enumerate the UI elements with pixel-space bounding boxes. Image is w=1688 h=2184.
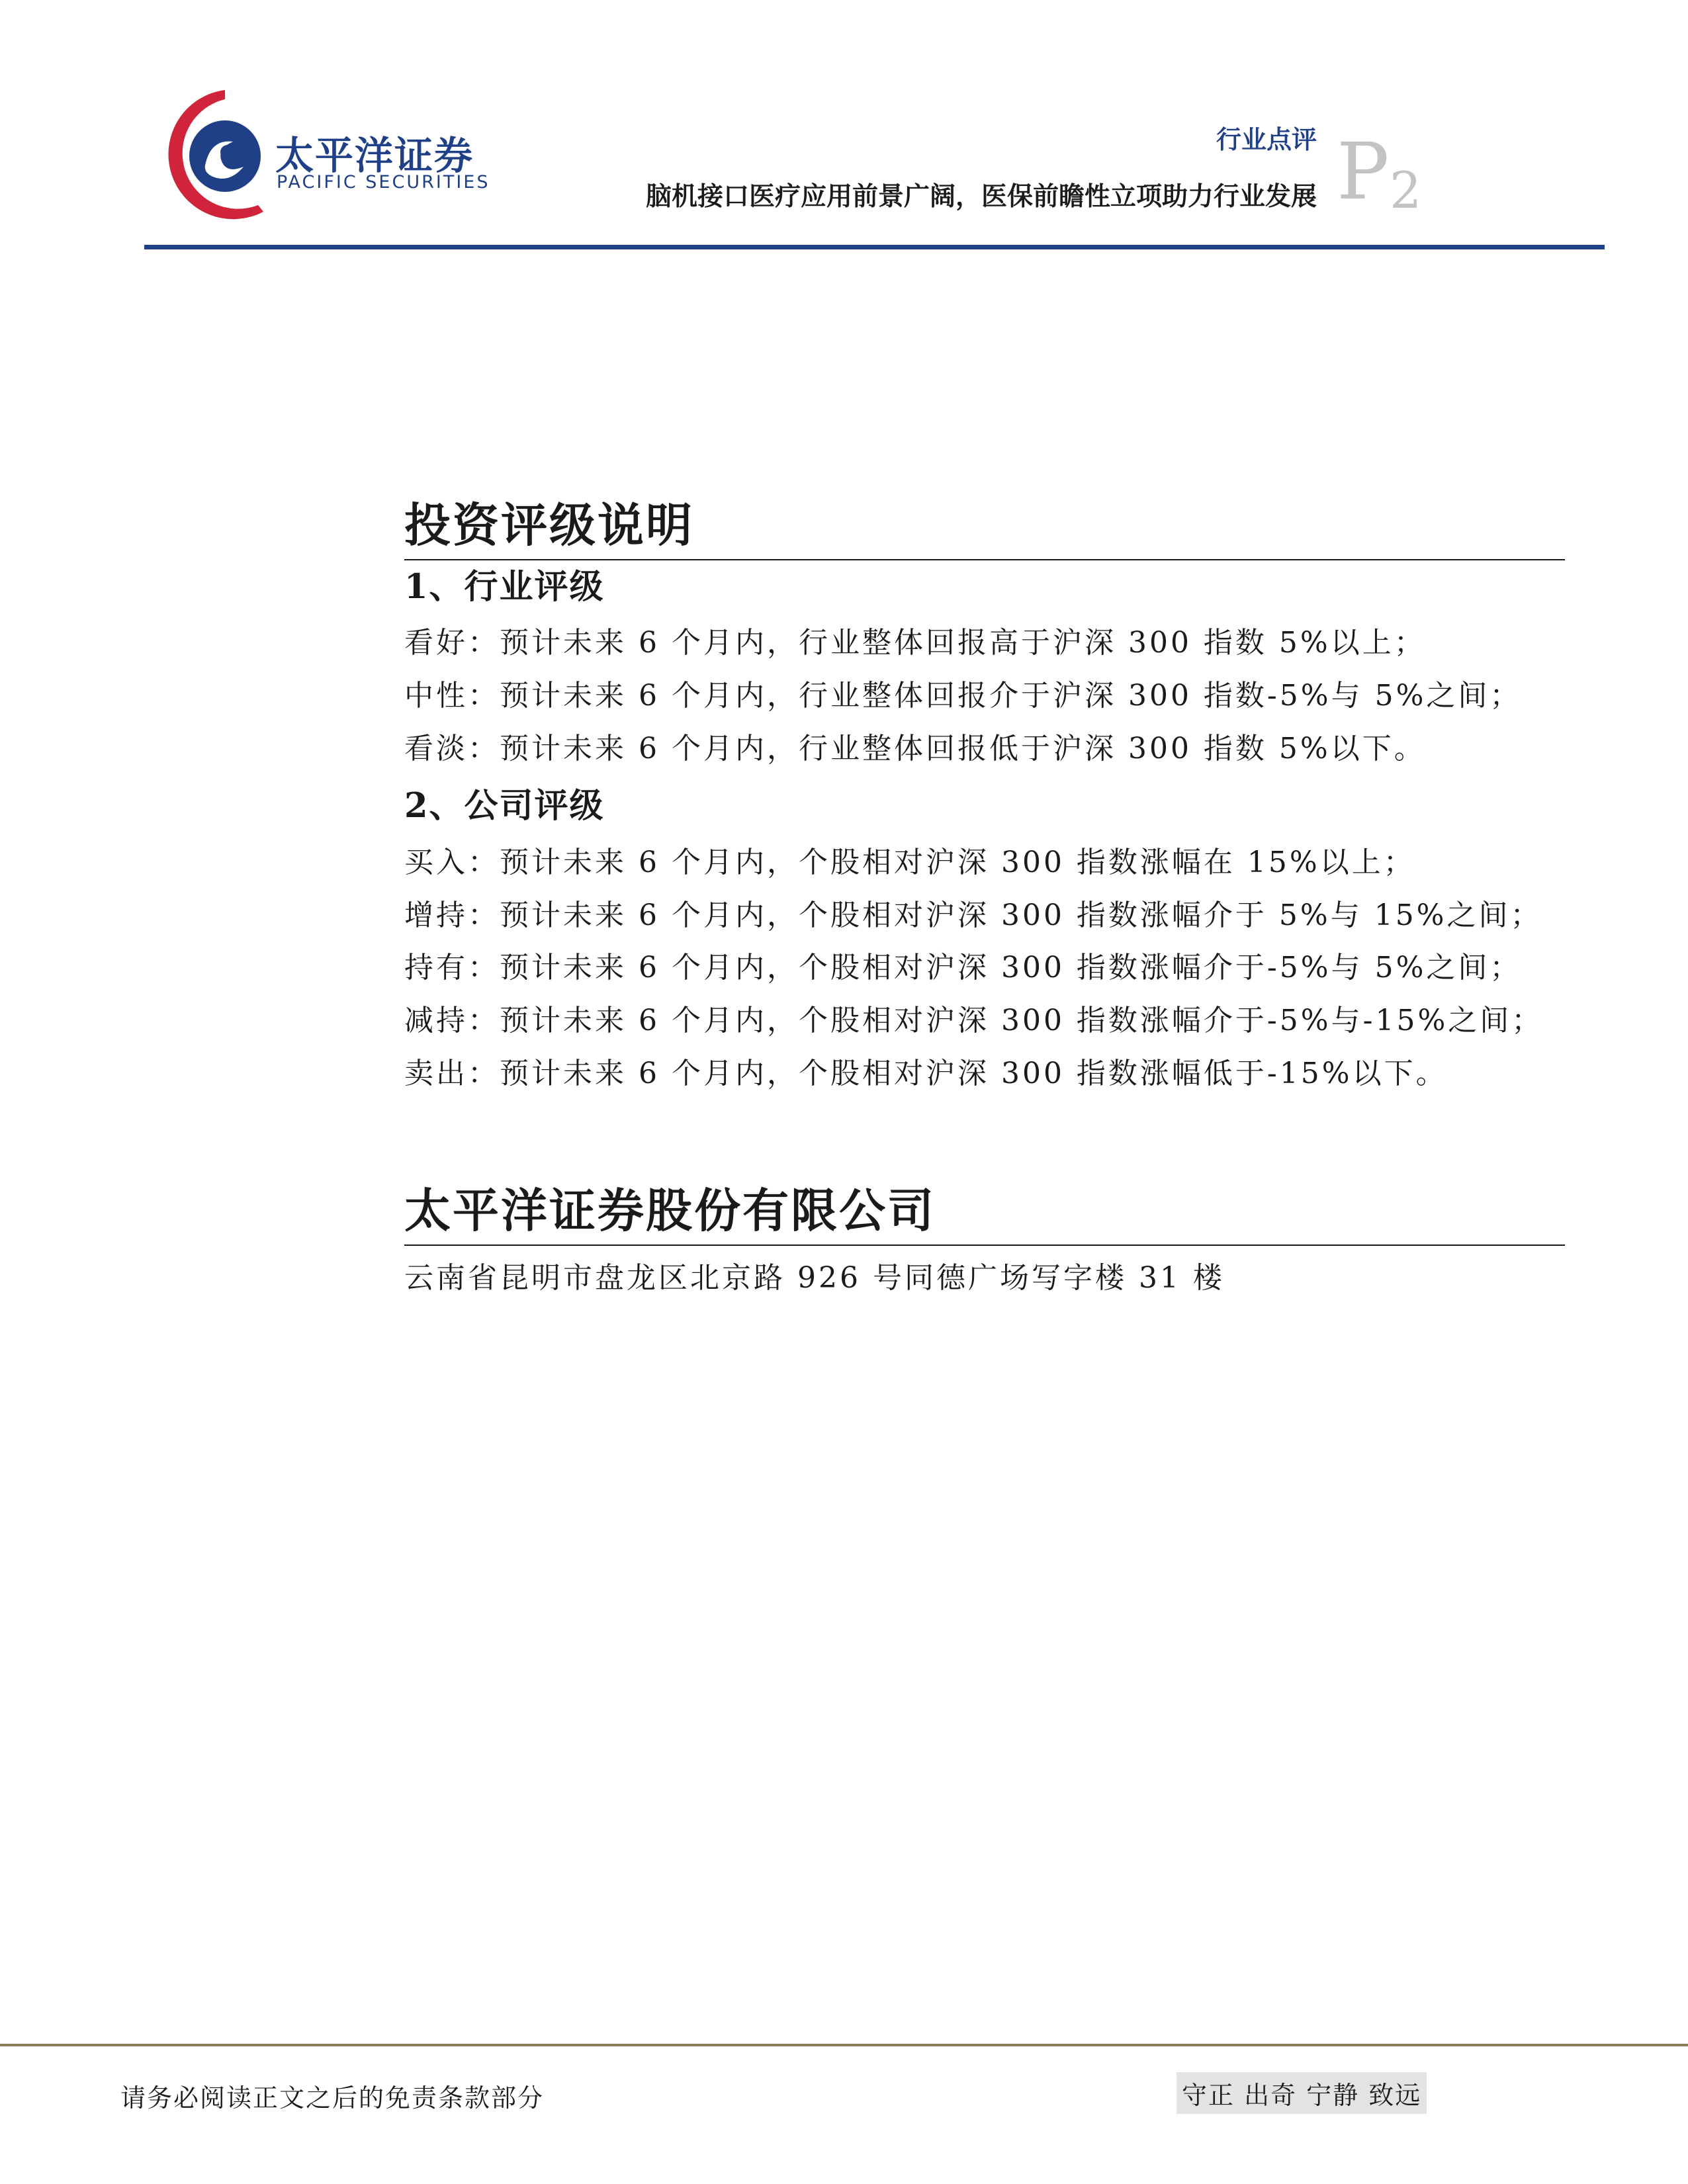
company-rating-line: 卖出：预计未来 6 个月内，个股相对沪深 300 指数涨幅低于-15%以下。	[404, 1057, 1448, 1090]
company-name-divider	[404, 1245, 1565, 1246]
logo-company-name-cn: 太平洋证券	[275, 133, 474, 178]
industry-rating-heading: 1、行业评级	[404, 567, 605, 607]
page-number: 2	[1390, 161, 1422, 220]
company-rating-line: 减持：预计未来 6 个月内，个股相对沪深 300 指数涨幅介于-5%与-15%之间；	[404, 1004, 1544, 1037]
footer-motto: 守正 出奇 宁静 致远	[1177, 2072, 1427, 2114]
rating-title-divider	[404, 559, 1565, 560]
company-rating-heading: 2、公司评级	[404, 786, 605, 826]
industry-rating-line: 看淡：预计未来 6 个月内，行业整体回报低于沪深 300 指数 5%以下。	[404, 732, 1426, 765]
company-name-heading: 太平洋证券股份有限公司	[404, 1183, 936, 1238]
footer-disclaimer: 请务必阅读正文之后的免责条款部分	[120, 2083, 545, 2113]
footer-divider	[0, 2044, 1688, 2046]
report-title: 脑机接口医疗应用前景广阔，医保前瞻性立项助力行业发展	[645, 181, 1317, 212]
company-address: 云南省昆明市盘龙区北京路 926 号同德广场写字楼 31 楼	[404, 1261, 1225, 1295]
industry-rating-line: 看好：预计未来 6 个月内，行业整体回报高于沪深 300 指数 5%以上；	[404, 626, 1426, 660]
company-rating-line: 买入：预计未来 6 个月内，个股相对沪深 300 指数涨幅在 15%以上；	[404, 846, 1415, 879]
header-divider	[144, 245, 1605, 249]
logo-company-name-en: PACIFIC SECURITIES	[277, 172, 490, 193]
company-rating-line: 持有：预计未来 6 个月内，个股相对沪深 300 指数涨幅介于-5%与 5%之间；	[404, 951, 1522, 984]
report-category: 行业点评	[1216, 124, 1317, 154]
page-prefix: P	[1337, 126, 1390, 217]
industry-rating-line: 中性：预计未来 6 个月内，行业整体回报介于沪深 300 指数-5%与 5%之间；	[404, 679, 1522, 713]
pacific-securities-logo-icon	[159, 86, 271, 225]
company-rating-line: 增持：预计未来 6 个月内，个股相对沪深 300 指数涨幅介于 5%与 15%之间；	[404, 898, 1542, 932]
rating-section-title: 投资评级说明	[404, 498, 694, 552]
